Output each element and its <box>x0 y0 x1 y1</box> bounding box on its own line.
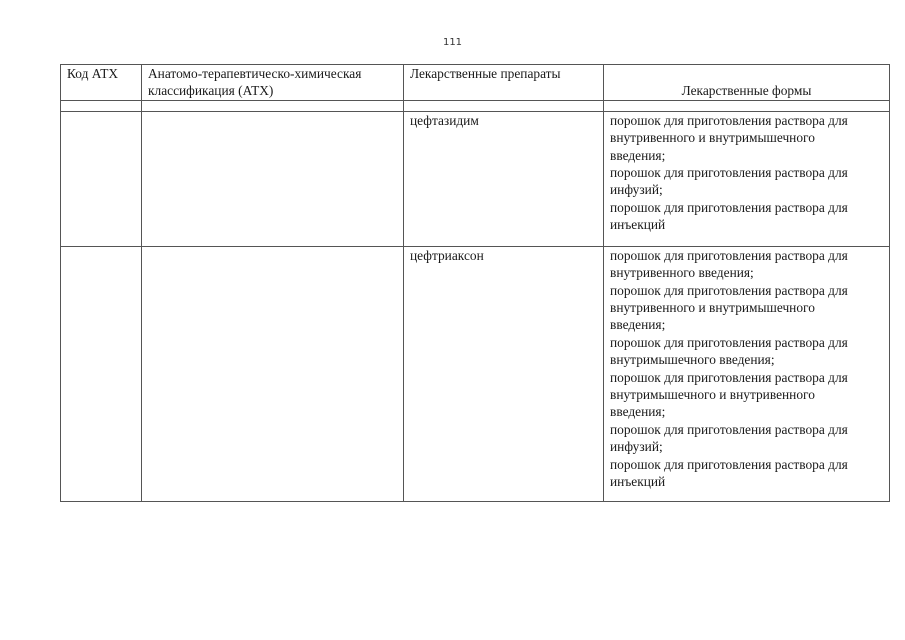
form-line: инъекций <box>610 474 666 490</box>
form-line: порошок для приготовления раствора для <box>610 369 848 385</box>
form-line: порошок для приготовления раствора для <box>610 199 848 215</box>
form-line: введения; <box>610 317 666 333</box>
header-classification: Анатомо-терапевтическо-химическая классификация (АТХ) <box>142 65 404 101</box>
form-line: инфузий; <box>610 439 663 455</box>
table-spacer-row <box>61 100 890 111</box>
form-line: порошок для приготовления раствора для <box>610 112 848 128</box>
header-drugs: Лекарственные препараты <box>404 65 604 101</box>
cell-forms <box>604 246 890 501</box>
header-forms: Лекарственные формы <box>604 65 890 101</box>
form-line: порошок для приготовления раствора для <box>610 165 848 181</box>
table-header-row <box>61 65 890 101</box>
form-line: внутримышечного и внутривенного <box>610 387 815 403</box>
form-line: внутримышечного введения; <box>610 352 775 368</box>
cell-drug: цефтриаксон <box>404 246 604 501</box>
cell-classification <box>142 111 404 246</box>
form-line: порошок для приготовления раствора для <box>610 421 848 437</box>
cell-code <box>61 246 142 501</box>
cell-code <box>61 111 142 246</box>
form-line: введения; <box>610 147 666 163</box>
form-line: порошок для приготовления раствора для <box>610 334 848 350</box>
form-line: порошок для приготовления раствора для <box>610 247 848 263</box>
atx-table <box>60 64 890 502</box>
table-row <box>61 246 890 501</box>
header-code: Код АТХ <box>61 65 142 101</box>
form-line: инъекций <box>610 217 666 233</box>
table-row <box>61 111 890 246</box>
form-line: внутривенного и внутримышечного <box>610 300 815 316</box>
cell-drug: цефтазидим <box>404 111 604 246</box>
form-line: порошок для приготовления раствора для <box>610 282 848 298</box>
form-line: внутривенного и внутримышечного <box>610 130 815 146</box>
form-line: введения; <box>610 404 666 420</box>
form-line: порошок для приготовления раствора для <box>610 456 848 472</box>
form-line: внутривенного введения; <box>610 265 754 281</box>
form-line: инфузий; <box>610 182 663 198</box>
cell-forms <box>604 111 890 246</box>
cell-classification <box>142 246 404 501</box>
page-number: 111 <box>442 37 463 48</box>
